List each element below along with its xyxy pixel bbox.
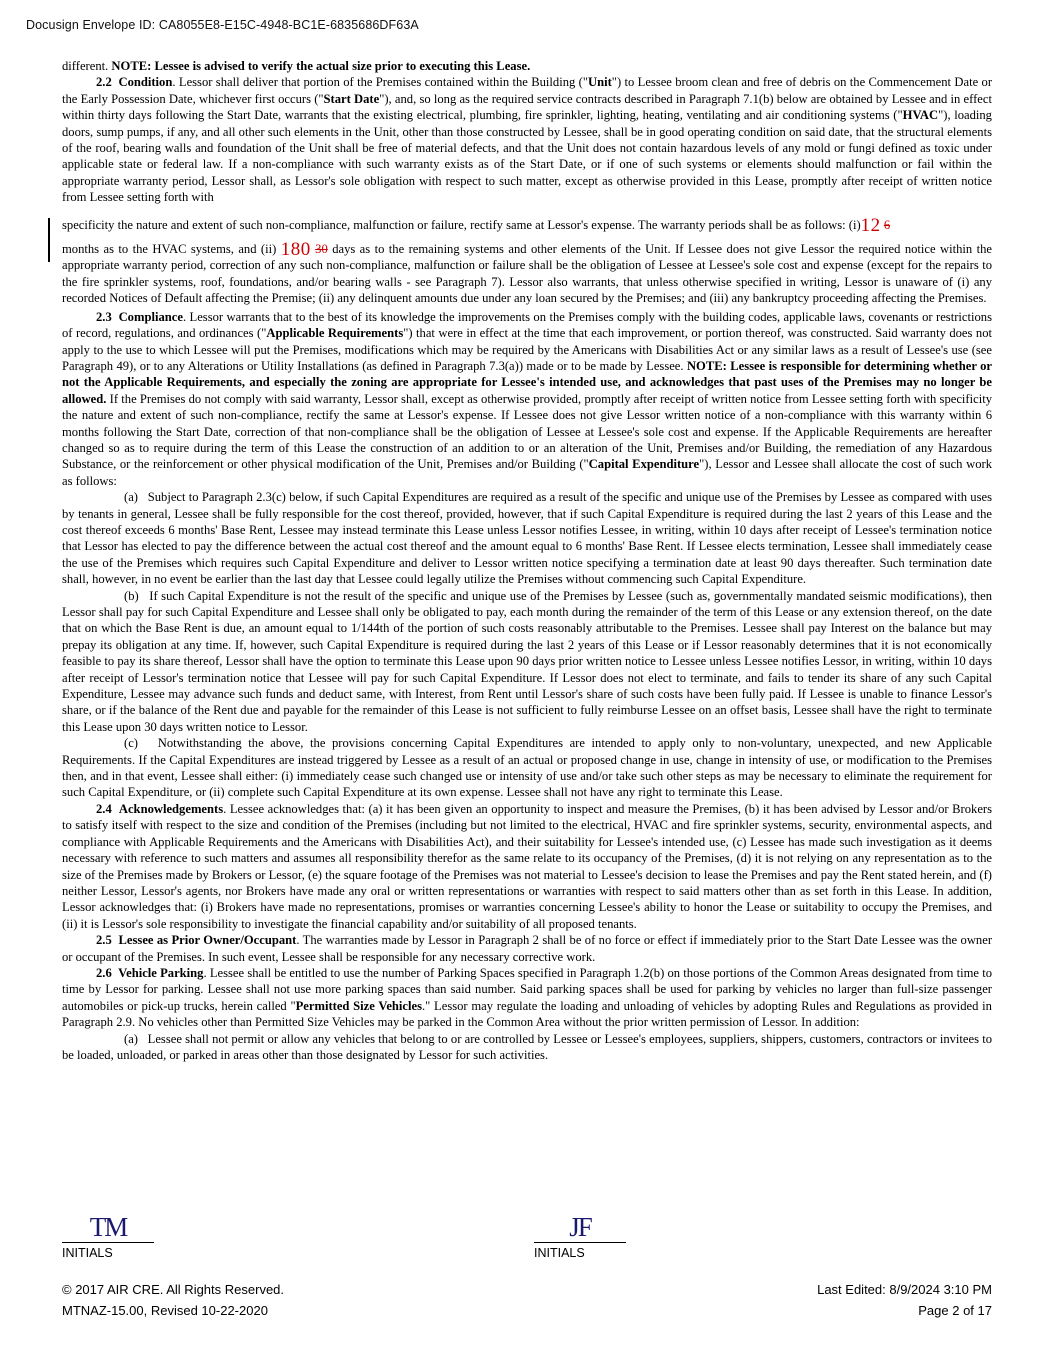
section-2-2-text-d: "), loading doors, sump pumps, if any, and all other such elements in the Unit, other than those constructed by Lessee, shall be in good operating condition on said date, that the structural elements of the roof, bearing walls and foundation of the Unit shall be free of material defects, and that the Unit does not contain hazardous levels of any mold or fungi defined as toxic under applicable state or federal law. If a non-compliance with such warranty exists as of the Start Date, or if one of such systems or elements should malfunction or fail within the appropriate warranty period, Lessor shall, as Lessor's sole obligation with respect to such matter, except as otherwise provided in this Lease, promptly after receipt of written notice from Lessee setting forth with [62,108,992,205]
page-footer [62,1279,992,1321]
envelope-id: Docusign Envelope ID: CA8055E8-E15C-4948-BC1E-6835686DF63A [26,18,419,32]
annotation-30-struck: 30 [315,242,328,257]
section-2-4-title: Acknowledgements [118,801,224,816]
initials-signature-mark-right: JF [569,1212,591,1242]
term-hvac: HVAC [902,108,939,123]
initials-block-lessor[interactable] [62,1213,154,1260]
section-2-2-text-a: . Lessor shall deliver that portion of the Premises contained within the Building (" [172,75,588,90]
section-2-2-text-g: days as to the remaining systems and other elements of the Unit. If Lessee does not give Lessor the required notice within the appropriate warranty period, correction of any such non-compliance, malfunction or failure shall be the obligation of Lessee at Lessee's sole cost and expense (except for the repairs to the fire sprinkler systems, roof, foundations, and/or bearing walls - see Paragraph 7). Lessor also warrants, that unless otherwise specified in writing, Lessor is unaware of (i) any recorded Notices of Default affecting the Premise; (ii) any delinquent amounts due under any loan secured by the Premises; and (iii) any bankruptcy proceeding affecting the Premises. [62,242,992,306]
paragraph-continued [62,58,992,74]
section-2-2-warranty-continued [62,241,992,307]
section-2-2 [62,74,992,205]
initials-block-lessee[interactable] [534,1213,626,1260]
section-2-5-title: Lessee as Prior Owner/Occupant [118,933,297,948]
section-2-2-text-f: months as to the HVAC systems, and (ii) [62,242,277,257]
section-2-6-number: 2.6 [96,965,112,980]
section-2-6-text-b: ." Lessor may regulate the loading and unloading of vehicles by adopting Rules and Regulations as provided in Paragraph 2.9. No vehicles other than Permitted Size Vehicles may be parked in the Common Area without the prior written permission of Lessor. In addition: [62,998,992,1030]
section-2-2-warranty-periods [62,214,992,236]
section-2-3-c-label: (c) [124,736,138,751]
note-lessee-verify-size: NOTE: Lessee is advised to verify the actual size prior to executing this Lease. [111,59,531,73]
section-2-2-title: Condition [118,75,173,90]
term-permitted-size-vehicles: Permitted Size Vehicles [295,998,422,1013]
paragraph-continued-text: different. [62,59,112,73]
section-2-6 [62,965,992,1031]
section-2-6-a-text: Lessee shall not permit or allow any vehicles that belong to or are controlled by Lessee or Lessee's employees, suppliers, shippers, customers, contractors or invitees to be loaded, unloaded, or parked in areas other than those designated by Lessor for such activities. [62,1031,992,1062]
section-2-3-a-text: Subject to Paragraph 2.3(c) below, if such Capital Expenditures are required as a result of the specific and unique use of the Premises by Lessee as compared with uses by tenants in general, Lessee shall be fully responsible for the cost thereof, provided, however, that if such Capital Expenditure is required during the last 2 years of this Lease and the cost thereof exceeds 6 months' Base Rent, Lessee may instead terminate this Lease unless Lessor notifies Lessee, in writing, within 10 days after receipt of Lessee's termination notice that Lessor has elected to pay the difference between the actual cost thereof and the amount equal to 6 months' Base Rent. If Lessee elects termination, Lessee shall immediately cease the use of the Premises which requires such Capital Expenditure and deliver to Lessor written notice specifying a termination date at least 90 days thereafter. Such termination date shall, however, in no event be earlier than the last day that Lessee could legally utilize the Premises without commencing such Capital Expenditure. [62,490,992,587]
footer-form-id: MTNAZ-15.00, Revised 10-22-2020 [62,1303,268,1318]
section-2-3-title: Compliance [118,309,183,324]
section-2-6-text-a: . Lessee shall be entitled to use the number of Parking Spaces specified in Paragraph 1.2(b) on those portions of the Common Areas designated from time to time by Lessor for parking. Lessee shall not use more parking spaces than said number. Said parking spaces shall be used for parking by vehicles no larger than full-size passenger automobiles or pick-up trucks, herein called " [62,965,992,1013]
section-2-3-text-b: ") that were in effect at the time that each improvement, or portion thereof, was constructed. Said warranty does not apply to the use to which Lessee will put the Premises, modifications which may be required by the Americans with Disabilities Act or any similar laws as a result of Lessee's use (see Paragraph 49), or to any Alterations or Utility Installations (as defined in Paragraph 7.3(a)) made or to be made by Lessee. [62,326,992,373]
section-2-4-text: . Lessee acknowledges that: (a) it has been given an opportunity to inspect and measure the Premises, (b) it has been advised by Lessor and/or Brokers to satisfy itself with respect to the size and condition of the Premises (including but not limited to the electrical, HVAC and fire sprinkler systems, security, environmental aspects, and compliance with Applicable Requirements and the Americans with Disabilities Act), and their suitability for Lessee's intended use, (c) Lessee has made such investigation as it deems necessary with reference to such matters and assumes all responsibility therefor as the same relate to its occupancy of the Premises, (d) it is not relying on any representation as to the size of the Premises made by Brokers or Lessor, (e) the square footage of the Premises was not material to Lessee's decision to lease the Premises and pay the Rent stated herein, and (f) neither Lessor, Lessor's agents, nor Brokers have made any oral or written representations or warranties with respect to said matters other than as set forth in this Lease. In addition, Lessor acknowledges that: (i) Brokers have made no representations, promises or warranties concerning Lessee's ability to honor the Lease or suitability to occupy the Premises, and (ii) it is Lessor's sole responsibility to investigate the financial capability and/or suitability of all proposed tenants. [62,801,992,931]
section-2-2-text-c: "), and, so long as the required service contracts described in Paragraph 7.1(b) below are obtained by Lessee and in effect within thirty days following the Start Date, warrants that the existing electrical, plumbing, fire sprinkler, lighting, heating, ventilating and air conditioning systems (" [62,91,992,123]
initials-rule-left [62,1242,154,1243]
annotation-6-struck: 6 [883,217,891,232]
initials-row [62,1213,992,1273]
section-2-6-title: Vehicle Parking [118,965,204,980]
section-2-3-c-text: Notwithstanding the above, the provisions concerning Capital Expenditures are intended to apply only to non-voluntary, unexpected, and new Applicable Requirements. If the Capital Expenditures are instead triggered by Lessee as a result of an actual or proposed change in use, change in intensity of use, or modification to the Premises then, and in that event, Lessee shall either: (i) immediately cease such changed use or intensity of use and/or take such other steps as may be necessary to eliminate the requirement for such Capital Expenditure, or (ii) complete such Capital Expenditure at its own expense. Lessee shall not have any right to terminate this Lease. [62,736,992,800]
footer-page-number: Page 2 of 17 [918,1303,992,1318]
term-unit: Unit [588,75,612,90]
change-bar [48,218,50,262]
annotation-180-days: 180 [280,239,311,261]
section-2-3 [62,309,992,489]
initials-signature-mark-left: TM [89,1212,127,1242]
annotation-12-months: 12 [860,214,881,236]
section-2-6-a [62,1031,992,1064]
term-applicable-requirements: Applicable Requirements [266,326,404,341]
section-2-3-b-label: (b) [124,588,139,603]
section-2-6-a-label: (a) [124,1031,138,1046]
initials-label-right: INITIALS [534,1246,585,1260]
section-2-5-number: 2.5 [96,933,112,948]
document-body [62,58,992,1063]
section-2-2-number: 2.2 [96,75,112,90]
term-capital-expenditure: Capital Expenditure [588,457,700,472]
section-2-3-a [62,489,992,587]
section-2-5-text: . The warranties made by Lessor in Paragraph 2 shall be of no force or effect if immediately prior to the Start Date Lessee was the owner or occupant of the Premises. In such event, Lessee shall be responsible for any necessary corrective work. [62,933,993,964]
section-2-3-a-label: (a) [124,490,138,505]
section-2-4 [62,801,992,932]
section-2-3-text-d: "), Lessor and Lessee shall allocate the cost of such work as follows: [62,457,992,488]
section-2-3-c [62,735,992,801]
section-2-3-text-a: . Lessor warrants that to the best of its knowledge the improvements on the Premises comply with the building codes, applicable laws, covenants or restrictions of record, regulations, and ordinances (" [62,309,992,341]
term-start-date: Start Date [323,91,380,106]
section-2-2-text-e: specificity the nature and extent of such non-compliance, malfunction or failure, rectify same at Lessor's expense. The warranty periods shall be as follows: (i) [62,217,861,232]
note-zoning-responsibility: NOTE: Lessee is responsible for determining whether or not the Applicable Requirements, and especially the zoning are appropriate for Lessee's intended use, and acknowledges that past uses of the Premises may no longer be allowed. [62,358,992,406]
section-2-3-number: 2.3 [96,309,112,324]
initials-label-left: INITIALS [62,1246,113,1260]
initials-rule-right [534,1242,626,1243]
section-2-4-number: 2.4 [96,801,112,816]
footer-last-edited: Last Edited: 8/9/2024 3:10 PM [817,1282,992,1297]
footer-copyright: © 2017 AIR CRE. All Rights Reserved. [62,1282,285,1297]
section-2-3-b [62,588,992,736]
section-2-3-b-text: If such Capital Expenditure is not the result of the specific and unique use of the Premises by Lessee (such as, governmentally mandated seismic modifications), then Lessor shall pay for such Capital Expenditure and Lessee shall only be obligated to pay, each month during the remainder of the term of this Lease or any extension thereof, on the date that on which the Base Rent is due, an amount equal to 1/144th of the portion of such costs reasonably attributable to the Premises. Lessee shall pay Interest on the balance but may prepay its obligation at any time. If, however, such Capital Expenditure is required during the last 2 years of this Lease or if Lessor reasonably determines that it is not economically feasible to pay its share thereof, Lessor shall have the option to terminate this Lease upon 90 days prior written notice to Lessee unless Lessee notifies Lessor, in writing, within 10 days after receipt of Lessor's termination notice that Lessee will pay for such Capital Expenditure. If Lessor does not elect to terminate, and fails to tender its share of any such Capital Expenditure, Lessee may advance such funds and deduct same, with Interest, from Rent until Lessor's share of such costs have been fully paid. If Lessee is unable to finance Lessor's share, or if the balance of the Rent due and payable for the remainder of this Lease is not sufficient to fully reimburse Lessee on an offset basis, Lessee shall have the right to terminate this Lease upon 30 days written notice to Lessor. [62,588,992,734]
section-2-2-text-b: ") to Lessee broom clean and free of debris on the Commencement Date or the Early Possession Date, whichever first occurs (" [62,75,993,106]
section-2-5 [62,932,992,965]
section-2-3-text-c: If the Premises do not comply with said warranty, Lessor shall, except as otherwise provided, promptly after receipt of written notice from Lessee setting forth with specificity the nature and extent of such non-compliance, rectify the same at Lessor's expense. If Lessee does not give Lessor written notice of a non-compliance with this warranty within 6 months following the Start Date, correction of that non-compliance shall be the obligation of Lessee at Lessee's sole cost and expense. If the Applicable Requirements are hereafter changed so as to require during the term of this Lease the construction of an addition to or an alteration of the Unit, Premises and/or Building, the remediation of any Hazardous Substance, or the reinforcement or other physical modification of the Unit, Premises and/or Building (" [62,391,992,472]
